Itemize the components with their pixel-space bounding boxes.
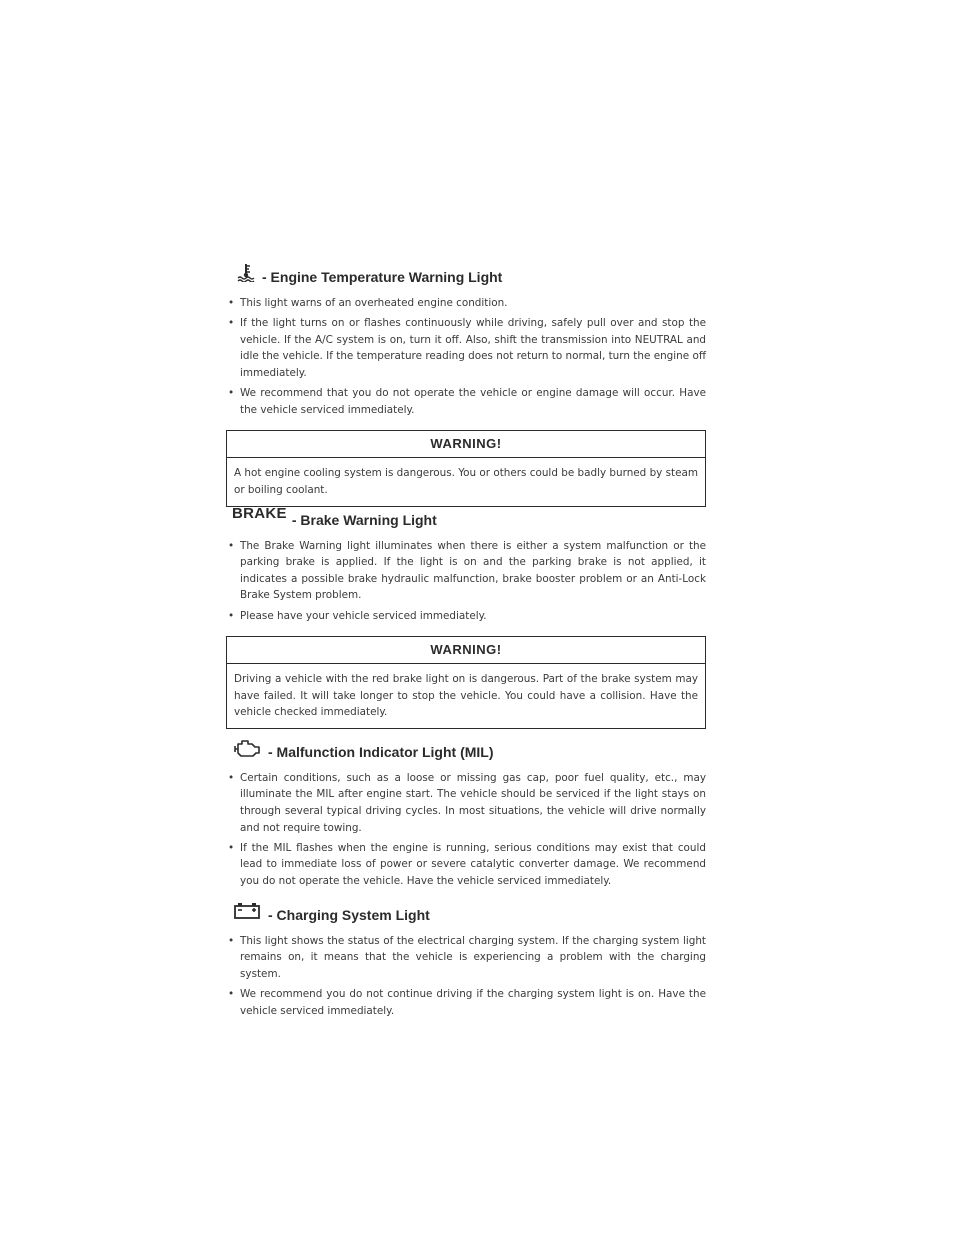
brake-title: - Brake Warning Light — [291, 511, 437, 528]
check-engine-icon — [232, 737, 262, 760]
mil-bullets — [226, 770, 706, 890]
mil-title: - Malfunction Indicator Light (MIL) — [268, 743, 494, 760]
mil-heading — [226, 737, 706, 760]
warning-text: Driving a vehicle with the red brake light on is dangerous. Part of the brake system may have failed. It will take longer to stop the vehicle. You could have a collision. Have the vehicle checked immediately. — [234, 673, 698, 719]
warning-text: A hot engine cooling system is dangerous. You or others could be badly burned by steam or boiling coolant. — [234, 467, 698, 496]
engine-temperature-icon — [236, 262, 256, 285]
page-content — [226, 262, 706, 1023]
brake-warning-box — [226, 636, 706, 729]
list-item: • This light shows the status of the electrical charging system. If the charging system light remains on, it means that the vehicle is experiencing a problem with the charging system. — [226, 933, 706, 983]
engine-temp-bullets — [226, 295, 706, 418]
list-item: • If the light turns on or flashes continuously while driving, safely pull over and stop the vehicle. If the A/C system is on, turn it off. Also, shift the transmission into NEUTRAL and idle the vehicle. If the temperature reading does not return to normal, turn the engine off immediately. — [226, 315, 706, 381]
list-item: • We recommend you do not continue driving if the charging system light is on. Have the vehicle serviced immediately. — [226, 986, 706, 1019]
warning-title: WARNING! — [227, 637, 705, 664]
list-item: • We recommend that you do not operate the vehicle or engine damage will occur. Have the vehicle serviced immediately. — [226, 385, 706, 418]
list-item: • Please have your vehicle serviced immediately. — [226, 608, 706, 625]
engine-temp-warning-box — [226, 430, 706, 506]
engine-temp-title: - Engine Temperature Warning Light — [262, 269, 503, 285]
charging-heading — [226, 900, 706, 923]
charging-title: - Charging System Light — [268, 906, 430, 923]
warning-title: WARNING! — [227, 431, 705, 458]
list-item: • This light warns of an overheated engine condition. — [226, 295, 706, 312]
list-item: • The Brake Warning light illuminates when there is either a system malfunction or the parking brake is applied. If the light is on and the parking brake is not applied, it indicates a possible brake hydraulic malfunction, brake booster problem or an Anti-Lock Brake System problem. — [226, 538, 706, 604]
list-item: • Certain conditions, such as a loose or missing gas cap, poor fuel quality, etc., may illuminate the MIL after engine start. The vehicle should be serviced if the light stays on through several typical driving cycles. In most situations, the vehicle will drive normally and not require towing. — [226, 770, 706, 836]
charging-bullets — [226, 933, 706, 1020]
battery-icon — [232, 900, 262, 923]
brake-bullets — [226, 538, 706, 625]
engine-temp-heading — [230, 262, 706, 285]
list-item: • If the MIL flashes when the engine is running, serious conditions may exist that could lead to immediate loss of power or severe catalytic converter damage. We recommend you do not operate the vehicle. Have the vehicle serviced immediately. — [226, 840, 706, 890]
brake-heading — [226, 504, 706, 528]
brake-indicator-icon: BRAKE — [232, 504, 287, 522]
